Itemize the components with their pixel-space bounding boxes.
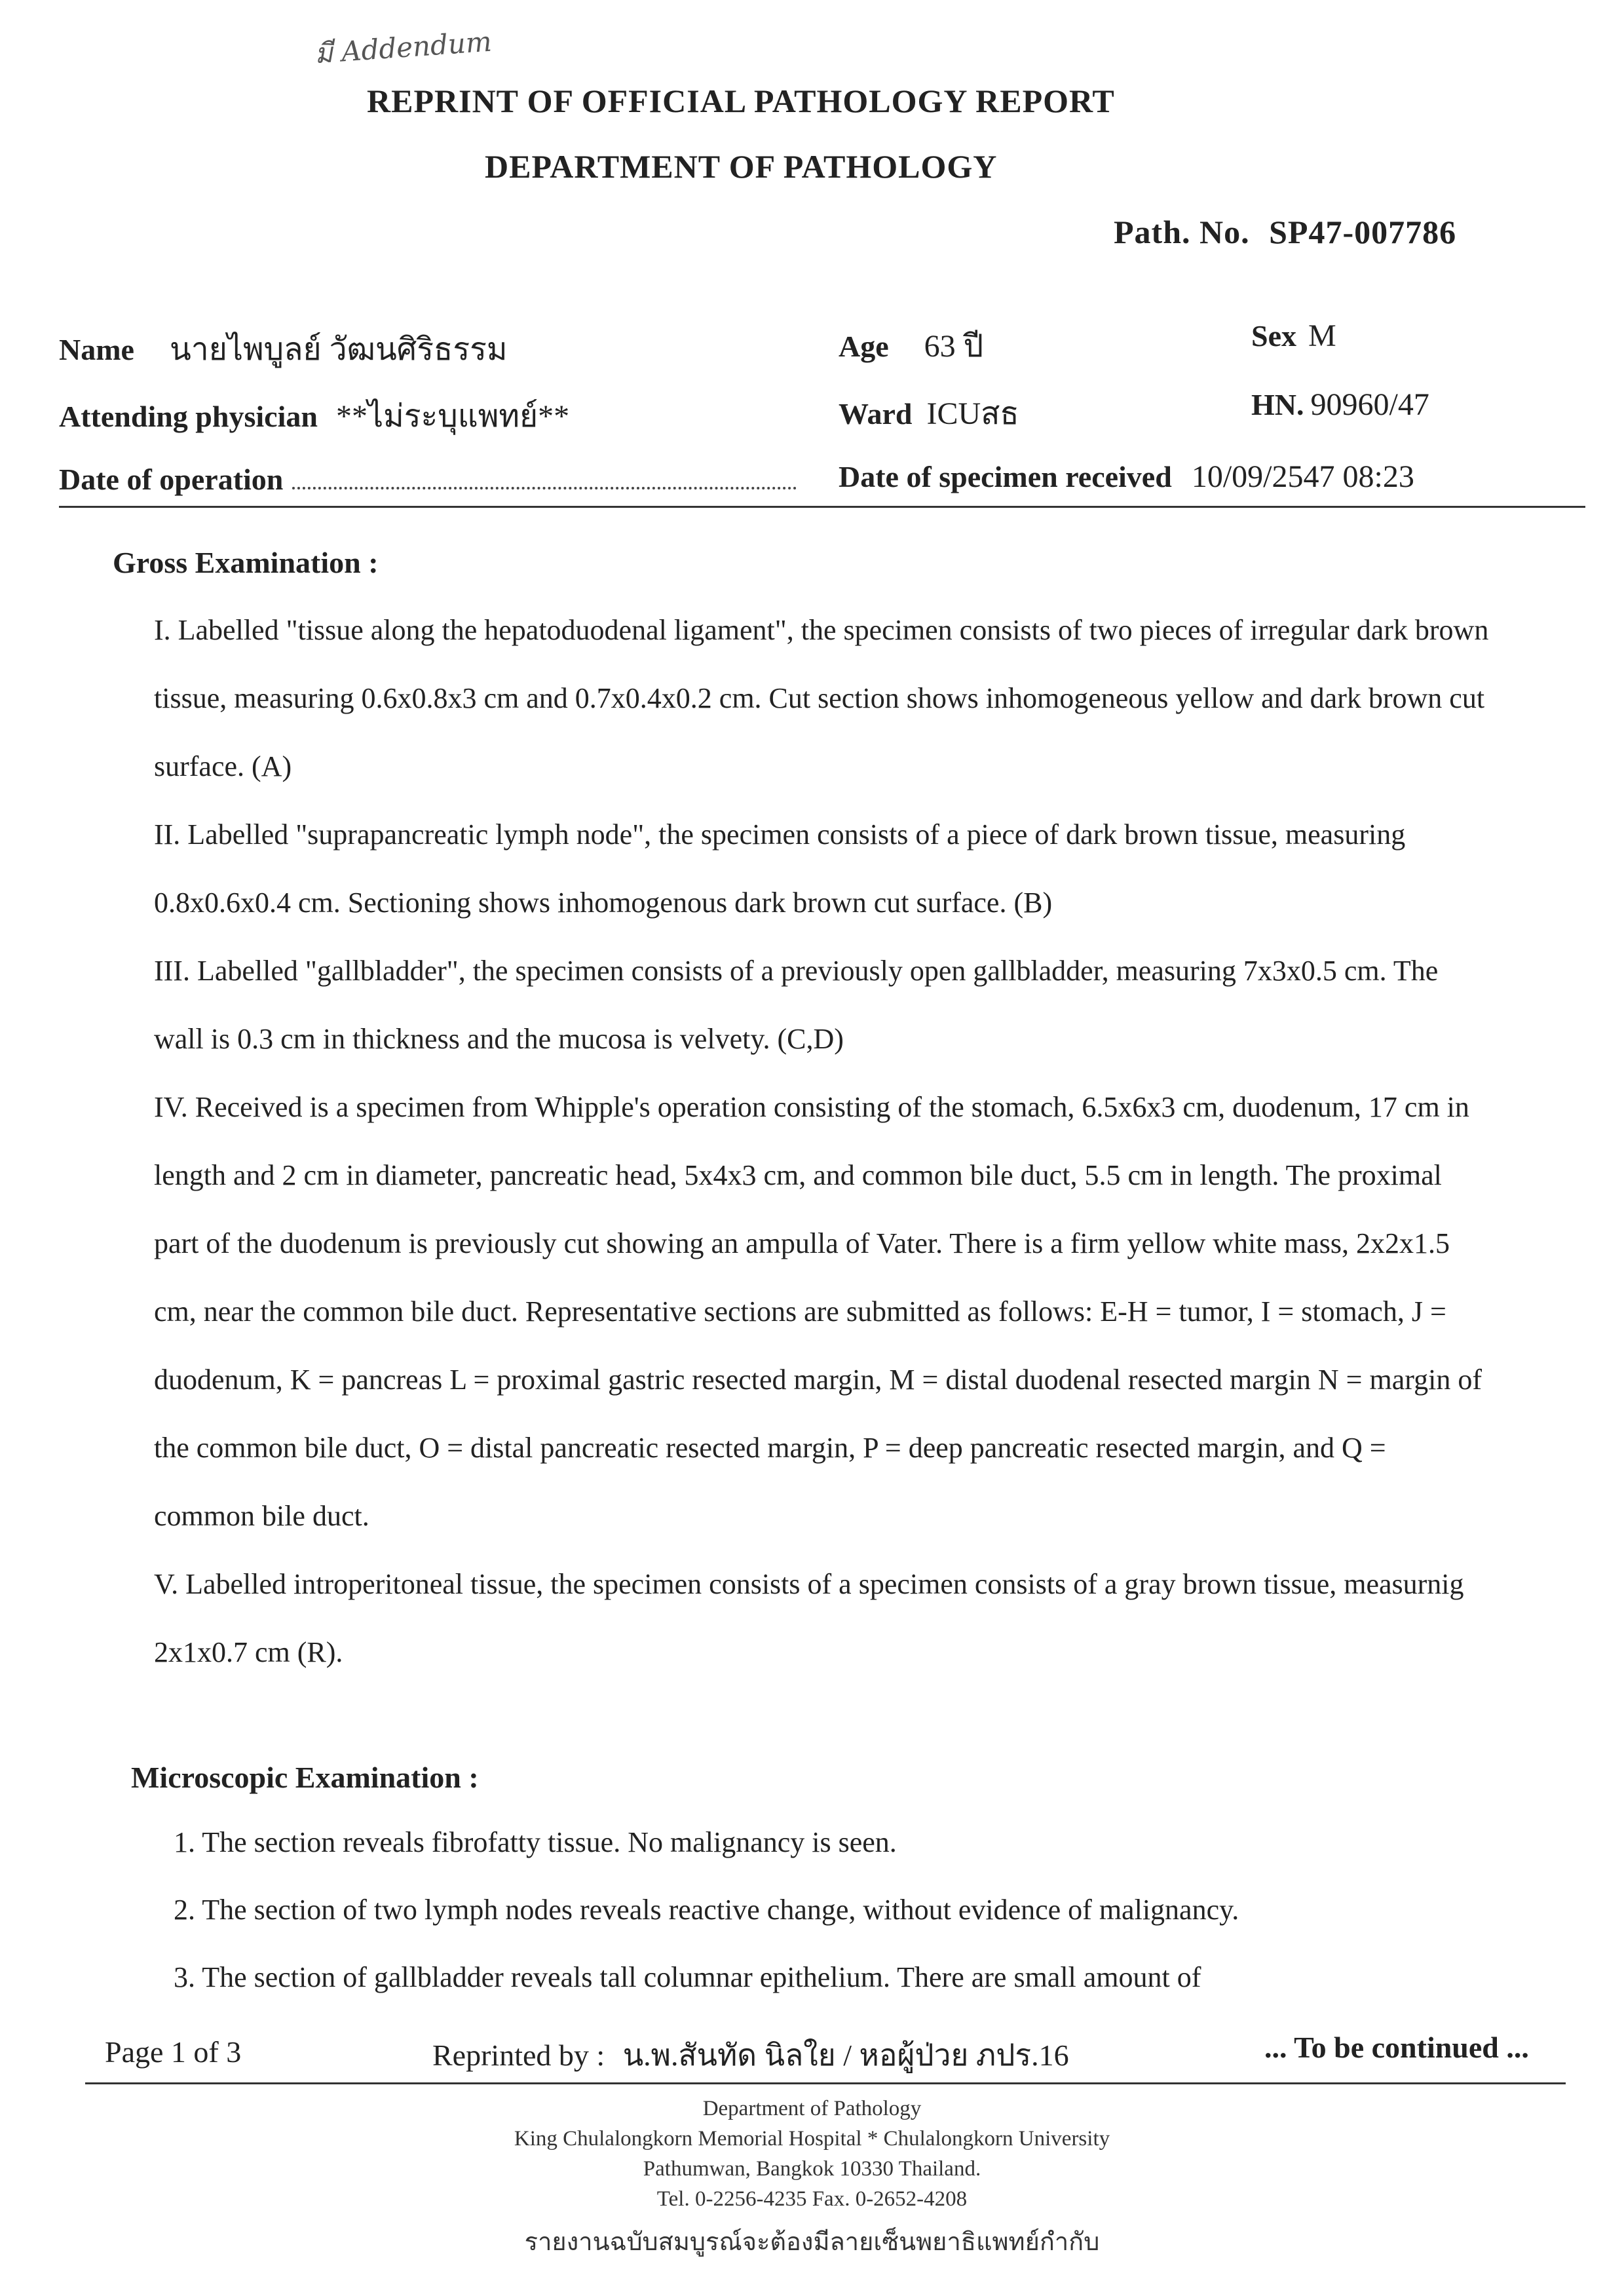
address-line: Pathumwan, Bangkok 10330 Thailand. bbox=[643, 2157, 981, 2181]
path-number bbox=[1114, 213, 1456, 251]
department-title: DEPARTMENT OF PATHOLOGY bbox=[485, 148, 998, 185]
sex-field bbox=[1251, 318, 1336, 354]
ward-field bbox=[839, 389, 1019, 438]
operation-date-blank bbox=[292, 478, 797, 489]
reprinted-by-value: น.พ.สันทัด นิลใย / หอผู้ป่วย ภปร.16 bbox=[622, 2038, 1069, 2072]
header-divider bbox=[59, 506, 1585, 508]
gross-item: V. Labelled introperitoneal tissue, the specimen consists of a specimen consists of a gray brown tissue, measurnig 2x1x0.7 cm (R). bbox=[154, 1568, 1464, 1668]
sex-label: Sex bbox=[1251, 319, 1296, 353]
physician-row bbox=[59, 391, 569, 441]
gross-examination-body bbox=[154, 596, 1490, 1687]
reprinted-by bbox=[432, 2031, 1069, 2079]
gross-examination-heading: Gross Examination : bbox=[113, 546, 379, 579]
report-title: REPRINT OF OFFICIAL PATHOLOGY REPORT bbox=[367, 83, 1115, 119]
microscopic-item: 3. The section of gallbladder reveals tall columnar epithelium. There are small amount of bbox=[174, 1961, 1201, 1993]
physician-label: Attending physician bbox=[59, 400, 318, 433]
hn-label: HN. bbox=[1251, 388, 1304, 421]
gross-item: III. Labelled "gallbladder", the specimen consists of a previously open gallbladder, measuring 7x3x0.5 cm. The wall is 0.3 cm in thickness and the mucosa is velvety. (C,D) bbox=[154, 955, 1439, 1055]
signature-requirement-note: รายงานฉบับสมบูรณ์จะต้องมีลายเซ็นพยาธิแพทย์กำกับ bbox=[524, 2229, 1100, 2256]
patient-name: นายไพบูลย์ วัฒนศิริธรรม bbox=[169, 332, 508, 367]
age-value: 63 ปี bbox=[924, 329, 984, 364]
age-label: Age bbox=[839, 330, 889, 363]
operation-date-label: Date of operation bbox=[59, 463, 284, 496]
microscopic-examination-body bbox=[174, 1808, 1239, 2011]
patient-name-row bbox=[59, 324, 508, 374]
address-line: Tel. 0-2256-4235 Fax. 0-2652-4208 bbox=[656, 2187, 968, 2211]
page-number: Page 1 of 3 bbox=[105, 2035, 242, 2069]
specimen-received-label: Date of specimen received bbox=[839, 460, 1172, 493]
specimen-received-value: 10/09/2547 08:23 bbox=[1191, 459, 1414, 494]
footer-divider bbox=[85, 2082, 1566, 2084]
gross-item: IV. Received is a specimen from Whipple's operation consisting of the stomach, 6.5x6x3 cm, duodenum, 17 cm in length and 2 cm in diameter, pancreatic head, 5x4x3 cm, and common bile duct, 5.5 cm in length. The proximal part of the duodenum is previously cut showing an ampulla of Vater. There is a firm yellow white mass, 2x2x1.5 cm, near the common bile duct. Representative sections are submitted as follows: E-H = tumor, I = stomach, J = duodenum, K = pancreas L = proximal gastric resected margin, M = distal duodenal resected margin N = margin of the common bile duct, O = distal pancreatic resected margin, P = deep pancreatic resected margin, and Q = common bile duct. bbox=[154, 1091, 1482, 1532]
physician-value: **ไม่ระบุแพทย์** bbox=[335, 399, 570, 434]
address-line: King Chulalongkorn Memorial Hospital * Chulalongkorn University bbox=[514, 2127, 1110, 2151]
sex-value: M bbox=[1308, 318, 1336, 353]
microscopic-item: 2. The section of two lymph nodes reveals reactive change, without evidence of malignancy. bbox=[174, 1894, 1239, 1926]
hn-field bbox=[1251, 387, 1429, 423]
ward-value: ICUสธ bbox=[926, 396, 1019, 431]
reprinted-by-label: Reprinted by : bbox=[432, 2038, 605, 2072]
hn-value: 90960/47 bbox=[1310, 387, 1429, 422]
continued-note: ... To be continued ... bbox=[1264, 2031, 1529, 2064]
specimen-received-field bbox=[839, 459, 1414, 495]
operation-date-row bbox=[59, 462, 797, 497]
microscopic-examination-heading: Microscopic Examination : bbox=[131, 1761, 479, 1794]
age-field bbox=[839, 321, 983, 371]
ward-label: Ward bbox=[839, 397, 913, 430]
microscopic-item: 1. The section reveals fibrofatty tissue. No malignancy is seen. bbox=[174, 1826, 897, 1858]
path-no-label: Path. No. bbox=[1114, 214, 1250, 250]
gross-item: II. Labelled "suprapancreatic lymph node", the specimen consists of a piece of dark brown tissue, measuring 0.8x0.6x0.4 cm. Sectioning shows inhomogenous dark brown cut surface. (B) bbox=[154, 818, 1406, 919]
hospital-address bbox=[0, 2094, 1624, 2214]
gross-item: I. Labelled "tissue along the hepatoduodenal ligament", the specimen consists of two pieces of irregular dark brown tissue, measuring 0.6x0.8x3 cm and 0.7x0.4x0.2 cm. Cut section shows inhomogeneous yellow and dark brown cut surface. (A) bbox=[154, 614, 1489, 782]
path-no-value: SP47-007786 bbox=[1269, 214, 1457, 250]
name-label: Name bbox=[59, 333, 134, 366]
handwritten-addendum-note: มี Addendum bbox=[313, 25, 493, 70]
address-line: Department of Pathology bbox=[702, 2097, 922, 2120]
